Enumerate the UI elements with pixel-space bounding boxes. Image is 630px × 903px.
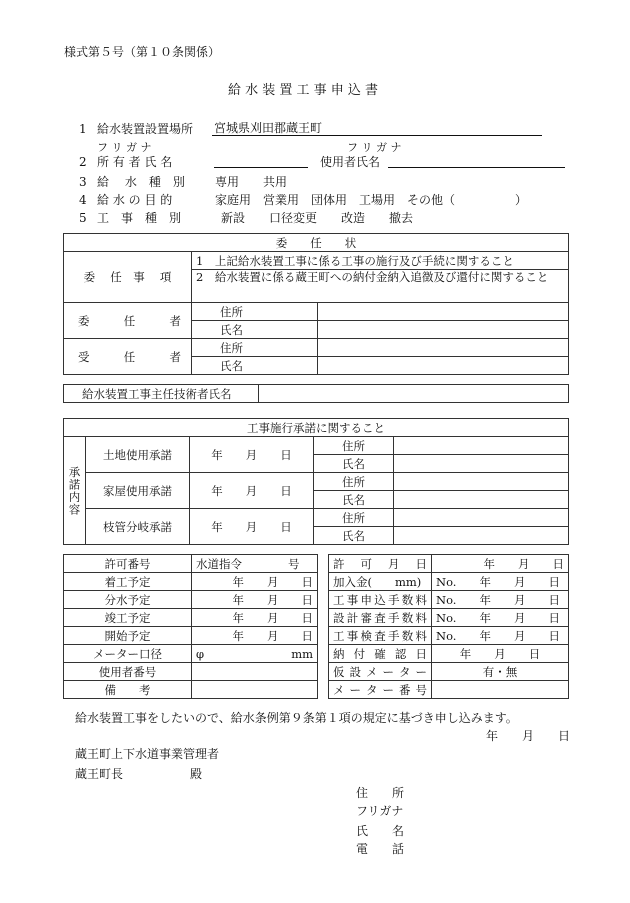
start-plan-date[interactable]: 年 月 日 xyxy=(192,573,318,591)
land-use-consent-label: 土地使用承諾 xyxy=(86,437,190,473)
delegator-address-label: 住所 xyxy=(192,303,318,321)
land-use-address-field[interactable] xyxy=(394,437,569,455)
meter-diameter-label: メーター口径 xyxy=(64,645,192,663)
fees-table xyxy=(328,554,569,699)
delegator-label: 委 任 者 xyxy=(64,303,192,339)
branch-plan-date[interactable]: 年 月 日 xyxy=(192,591,318,609)
poa-matter-1: 1 上記給水装置工事に係る工事の施行及び手続に関すること xyxy=(192,252,569,270)
mm-unit: mm xyxy=(291,646,313,661)
addressee-manager: 蔵王町上下水道事業管理者 xyxy=(75,747,220,761)
delegatee-label: 受 任 者 xyxy=(64,339,192,375)
item5-number: 5 xyxy=(79,211,87,225)
inspection-fee-field[interactable]: No. 年 月 日 xyxy=(432,627,569,645)
land-use-name-label: 氏名 xyxy=(314,455,394,473)
supply-purpose-options[interactable]: 家庭用 営業用 団体用 工場用 その他（ ） xyxy=(215,193,528,207)
permit-date-label: 許 可 月 日 xyxy=(329,555,432,573)
application-fee-field[interactable]: No. 年 月 日 xyxy=(432,591,569,609)
permit-number-label: 許可番号 xyxy=(64,555,192,573)
meter-number-label: メーター番号 xyxy=(329,681,432,699)
land-use-consent-date[interactable]: 年 月 日 xyxy=(190,437,314,473)
branch-plan-label: 分水予定 xyxy=(64,591,192,609)
installation-location-line xyxy=(212,135,542,136)
temporary-meter-label: 仮設メーター xyxy=(329,663,432,681)
application-statement: 給水装置工事をしたいので、給水条例第９条第１項の規定に基づき申し込みます。 xyxy=(75,711,518,725)
honorific-dono: 殿 xyxy=(190,767,203,781)
land-use-address-label: 住所 xyxy=(314,437,394,455)
branch-pipe-name-label: 氏名 xyxy=(314,527,394,545)
applicant-address-label: 住 所 xyxy=(356,786,405,800)
page-title: 給 水 装 置 工 事 申 込 書 xyxy=(228,83,379,98)
user-number-label: 使用者番号 xyxy=(64,663,192,681)
branch-pipe-address-label: 住所 xyxy=(314,509,394,527)
item4-number: 4 xyxy=(79,193,87,207)
branch-pipe-consent-label: 枝管分岐承諾 xyxy=(86,509,190,545)
chief-engineer-table xyxy=(63,384,569,403)
power-of-attorney-table xyxy=(63,233,569,375)
delegatee-name-field[interactable] xyxy=(318,357,569,375)
payment-confirmed-label: 納 付 確 認 日 xyxy=(329,645,432,663)
user-furigana-label: フ リ ガ ナ xyxy=(347,141,402,154)
membership-fee-label: 加入金( mm) xyxy=(329,573,432,591)
consent-header: 工事施行承諾に関すること xyxy=(64,419,569,437)
owner-furigana-label: フ リ ガ ナ xyxy=(97,141,152,154)
house-use-consent-label: 家屋使用承諾 xyxy=(86,473,190,509)
applicant-name-label: 氏 名 xyxy=(356,824,405,838)
poa-matter-2: 2 給水装置に係る蔵王町への納付金納入追徴及び還付に関すること xyxy=(192,270,569,303)
poa-matters-label: 委 任 事 項 xyxy=(64,252,192,303)
house-use-consent-date[interactable]: 年 月 日 xyxy=(190,473,314,509)
poa-header: 委 任 状 xyxy=(64,234,569,252)
start-plan-label: 着工予定 xyxy=(64,573,192,591)
design-review-fee-label: 設計審査手数料 xyxy=(329,609,432,627)
completion-plan-label: 竣工予定 xyxy=(64,609,192,627)
applicant-phone-label: 電 話 xyxy=(356,842,405,856)
meter-number-field[interactable] xyxy=(432,681,569,699)
completion-plan-date[interactable]: 年 月 日 xyxy=(192,609,318,627)
permit-date-field[interactable]: 年 月 日 xyxy=(432,555,569,573)
delegator-name-field[interactable] xyxy=(318,321,569,339)
branch-pipe-address-field[interactable] xyxy=(394,509,569,527)
meter-diameter-field[interactable] xyxy=(192,645,318,663)
item3-number: 3 xyxy=(79,175,87,189)
remarks-field[interactable] xyxy=(192,681,318,699)
land-use-name-field[interactable] xyxy=(394,455,569,473)
installation-location-value[interactable]: 宮城県刈田郡蔵王町 xyxy=(214,121,323,135)
permit-schedule-table xyxy=(63,554,318,699)
delegator-address-field[interactable] xyxy=(318,303,569,321)
usage-start-plan-label: 開始予定 xyxy=(64,627,192,645)
house-use-address-label: 住所 xyxy=(314,473,394,491)
chief-engineer-label: 給水装置工事主任技術者氏名 xyxy=(64,385,259,403)
item1-number: 1 xyxy=(79,122,87,136)
form-number: 様式第５号（第１０条関係） xyxy=(64,45,221,59)
user-number-field[interactable] xyxy=(192,663,318,681)
inspection-fee-label: 工事検査手数料 xyxy=(329,627,432,645)
applicant-furigana-label: フリガナ xyxy=(356,804,404,818)
house-use-name-field[interactable] xyxy=(394,491,569,509)
item4-label: 給 水 の 目 的 xyxy=(97,193,173,207)
house-use-address-field[interactable] xyxy=(394,473,569,491)
delegator-name-label: 氏名 xyxy=(192,321,318,339)
user-name-field[interactable] xyxy=(388,167,565,168)
item5-label: 工 事 種 別 xyxy=(97,211,182,225)
work-type-options[interactable]: 新設 口径変更 改造 撤去 xyxy=(221,211,414,225)
supply-type-private[interactable]: 専用 xyxy=(215,175,240,189)
branch-pipe-consent-date[interactable]: 年 月 日 xyxy=(190,509,314,545)
chief-engineer-name-field[interactable] xyxy=(259,385,569,403)
phi-symbol: φ xyxy=(196,646,205,661)
item3-label: 給 水 種 別 xyxy=(97,175,185,189)
house-use-name-label: 氏名 xyxy=(314,491,394,509)
application-date[interactable]: 年 月 日 xyxy=(486,729,571,743)
item2-number: 2 xyxy=(79,155,87,169)
branch-pipe-name-field[interactable] xyxy=(394,527,569,545)
permit-number-field[interactable]: 水道指令 号 xyxy=(192,555,318,573)
item2-label: 所 有 者 氏 名 xyxy=(97,155,173,169)
item1-label: 給水装置設置場所 xyxy=(97,122,194,136)
delegatee-address-field[interactable] xyxy=(318,339,569,357)
addressee-mayor: 蔵王町長 xyxy=(75,767,124,781)
membership-fee-field[interactable]: No. 年 月 日 xyxy=(432,573,569,591)
usage-start-plan-date[interactable]: 年 月 日 xyxy=(192,627,318,645)
supply-type-shared[interactable]: 共用 xyxy=(263,175,288,189)
delegatee-address-label: 住所 xyxy=(192,339,318,357)
owner-name-field[interactable] xyxy=(214,167,308,168)
temporary-meter-yes-no[interactable]: 有・無 xyxy=(432,663,569,681)
remarks-label: 備 考 xyxy=(64,681,192,699)
payment-confirmed-date[interactable]: 年 月 日 xyxy=(432,645,569,663)
consent-table xyxy=(63,418,569,545)
consent-contents-label: 承諾内容 xyxy=(64,437,86,545)
delegatee-name-label: 氏名 xyxy=(192,357,318,375)
application-fee-label: 工事申込手数料 xyxy=(329,591,432,609)
user-name-label: 使用者氏名 xyxy=(320,155,381,169)
design-review-fee-field[interactable]: No. 年 月 日 xyxy=(432,609,569,627)
